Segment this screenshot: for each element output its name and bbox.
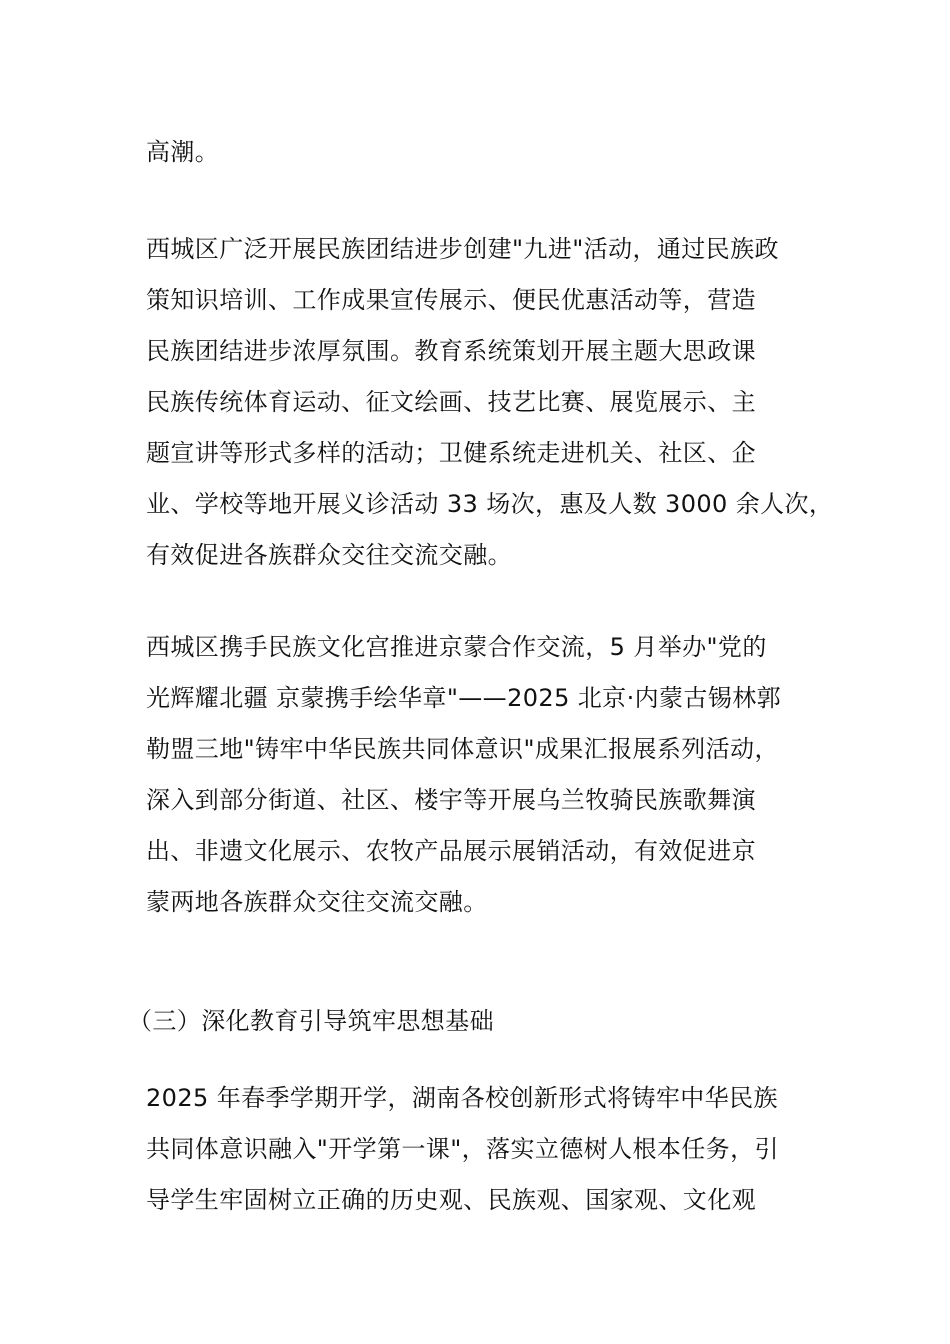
text-line: 民族团结进步浓厚氛围。教育系统策划开展主题大思政课 <box>146 337 756 365</box>
text-line: 出、非遗文化展示、农牧产品展示展销活动，有效促进京 <box>146 837 756 865</box>
text-line: 深入到部分街道、社区、楼宇等开展乌兰牧骑民族歌舞演 <box>146 786 756 814</box>
text-line: 导学生牢固树立正确的历史观、民族观、国家观、文化观 <box>146 1186 756 1214</box>
text-line: 共同体意识融入"开学第一课"，落实立德树人根本任务，引 <box>146 1135 779 1163</box>
paragraph-hunan-first-lesson <box>146 1073 826 1226</box>
text-line: 勒盟三地"铸牢中华民族共同体意识"成果汇报展系列活动， <box>146 735 779 763</box>
paragraph-continuation <box>146 127 826 178</box>
text-line: 光辉耀北疆 京蒙携手绘华章"——2025 北京·内蒙古锡林郭 <box>146 684 782 712</box>
text-line: 高潮。 <box>146 138 220 166</box>
section-heading <box>128 996 808 1047</box>
text-line: 策知识培训、工作成果宣传展示、便民优惠活动等，营造 <box>146 286 756 314</box>
text-line: 有效促进各族群众交往交流交融。 <box>146 541 512 569</box>
text-line: 业、学校等地开展义诊活动 33 场次，惠及人数 3000 余人次， <box>146 490 834 518</box>
text-line: 题宣讲等形式多样的活动；卫健系统走进机关、社区、企 <box>146 439 756 467</box>
text-line: 蒙两地各族群众交往交流交融。 <box>146 888 488 916</box>
paragraph-xicheng-nine-entries <box>146 224 834 581</box>
text-line: 西城区广泛开展民族团结进步创建"九进"活动，通过民族政 <box>146 235 779 263</box>
heading-text: （三）深化教育引导筑牢思想基础 <box>128 1007 494 1035</box>
text-line: 西城区携手民族文化宫推进京蒙合作交流，5 月举办"党的 <box>146 633 767 661</box>
text-line: 2025 年春季学期开学，湖南各校创新形式将铸牢中华民族 <box>146 1084 778 1112</box>
text-line: 民族传统体育运动、征文绘画、技艺比赛、展览展示、主 <box>146 388 756 416</box>
paragraph-beijing-mongolia-cooperation <box>146 622 826 928</box>
